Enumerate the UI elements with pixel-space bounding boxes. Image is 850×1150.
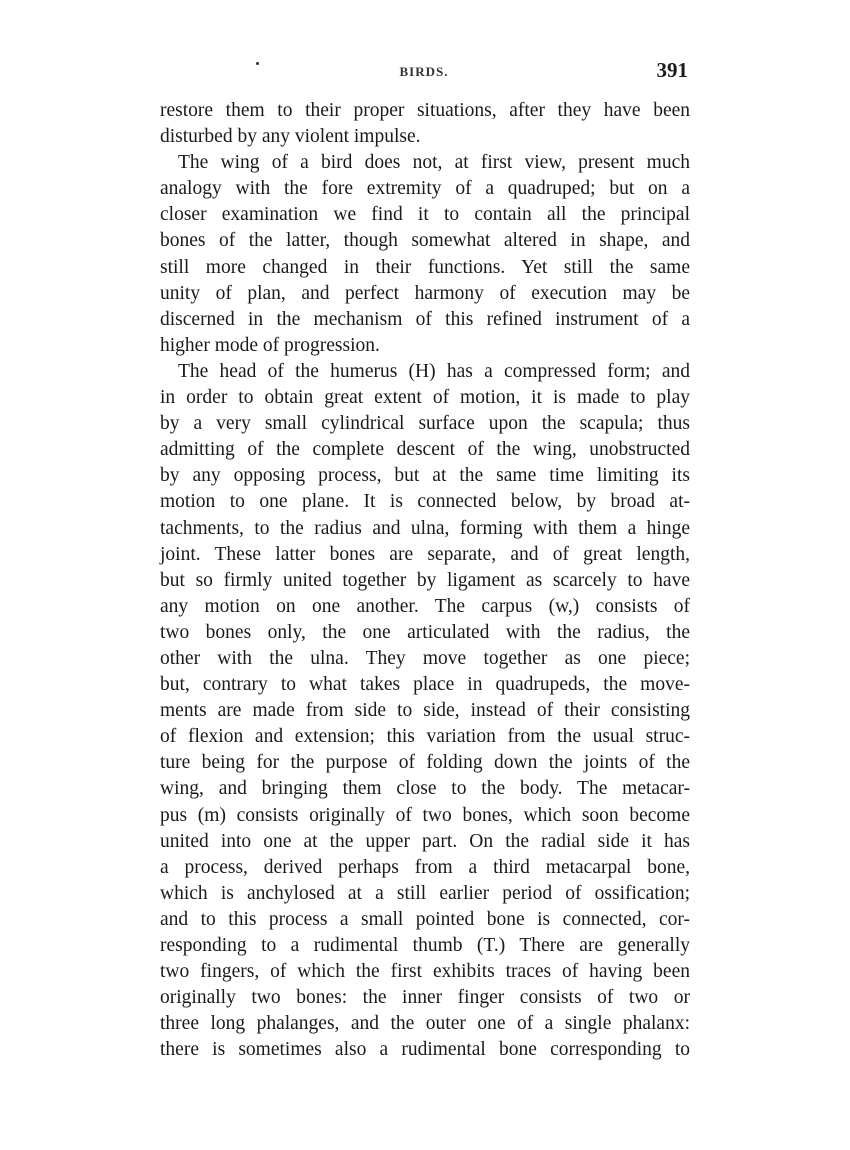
text-line: which is anchylosed at a still earlier period of ossification; — [160, 882, 690, 904]
text-line: in order to obtain great extent of motion, it is made to play — [160, 387, 690, 409]
text-line: admitting of the complete descent of the wing, unobstructed — [160, 439, 690, 461]
text-line: motion to one plane. It is connected below, by broad at- — [160, 491, 690, 513]
text-line: a process, derived perhaps from a third metacarpal bone, — [160, 856, 690, 878]
text-line: and to this process a small pointed bone is connected, cor- — [160, 908, 690, 930]
text-line: there is sometimes also a rudimental bone corresponding to — [160, 1039, 690, 1061]
text-line: originally two bones: the inner finger consists of two or — [160, 987, 690, 1009]
text-line: but, contrary to what takes place in quadrupeds, the move- — [160, 674, 690, 696]
text-line: three long phalanges, and the outer one of a single phalanx: — [160, 1013, 690, 1035]
page-header — [160, 58, 688, 86]
paragraph — [160, 150, 690, 359]
text-line: discerned in the mechanism of this refined instrument of a — [160, 308, 690, 330]
paragraph — [160, 359, 690, 1064]
text-line: united into one at the upper part. On the radial side it has — [160, 830, 690, 852]
text-line: joint. These latter bones are separate, and of great length, — [160, 543, 690, 565]
body-text — [160, 98, 690, 1063]
text-line: other with the ulna. They move together as one piece; — [160, 647, 690, 669]
text-line: any motion on one another. The carpus (w,) consists of — [160, 595, 690, 617]
text-line: analogy with the fore extremity of a quadruped; but on a — [160, 178, 690, 200]
text-line: of flexion and extension; this variation from the usual struc- — [160, 726, 690, 748]
text-line: ture being for the purpose of folding down the joints of the — [160, 752, 690, 774]
text-line: by any opposing process, but at the same time limiting its — [160, 465, 690, 487]
paragraph — [160, 98, 690, 150]
text-line: still more changed in their functions. Yet still the same — [160, 256, 690, 278]
text-line: tachments, to the radius and ulna, forming with them a hinge — [160, 517, 690, 539]
text-line: higher mode of progression. — [160, 334, 380, 356]
text-line: bones of the latter, though somewhat altered in shape, and — [160, 230, 690, 252]
text-line: ments are made from side to side, instead of their consisting — [160, 700, 690, 722]
text-line: restore them to their proper situations, after they have been — [160, 100, 690, 121]
text-line: closer examination we find it to contain all the principal — [160, 204, 690, 226]
text-line: The head of the humerus (H) has a compressed form; and — [178, 360, 690, 382]
text-line: but so firmly united together by ligament as scarcely to have — [160, 569, 690, 591]
text-line: unity of plan, and perfect harmony of execution may be — [160, 282, 690, 304]
text-line: pus (m) consists originally of two bones, which soon become — [160, 804, 690, 826]
text-line: two bones only, the one articulated with the radius, the — [160, 621, 690, 643]
running-head: BIRDS. — [399, 64, 449, 79]
text-line: responding to a rudimental thumb (T.) There are generally — [160, 935, 690, 956]
page-number: 391 — [656, 58, 688, 82]
text-line: two fingers, of which the first exhibits traces of having been — [160, 961, 690, 983]
text-line: disturbed by any violent impulse. — [160, 126, 421, 148]
text-line: The wing of a bird does not, at first view, present much — [178, 152, 690, 174]
text-line: wing, and bringing them close to the body. The metacar- — [160, 778, 690, 800]
text-line: by a very small cylindrical surface upon the scapula; thus — [160, 413, 690, 435]
